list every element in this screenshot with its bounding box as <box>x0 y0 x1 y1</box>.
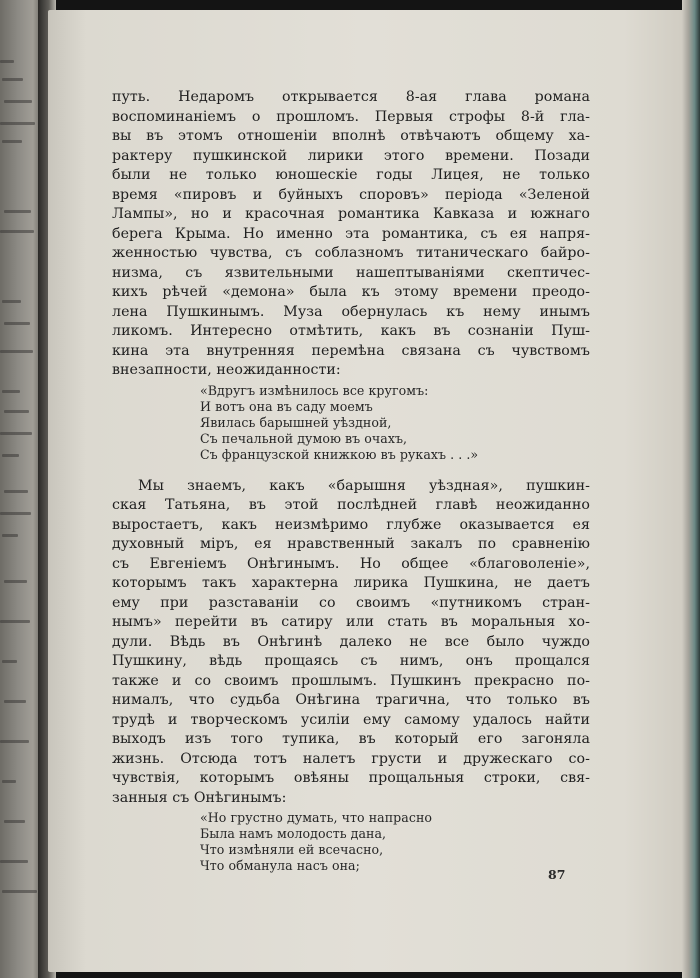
p1-line: воспоминаніемъ о прошломъ. Первыя строфы 8-й гла- <box>112 108 590 125</box>
left-page-text-fragment <box>4 322 30 325</box>
p1-line: ликомъ. Интересно отмѣтить, какъ въ сознаніи Пуш- <box>112 323 590 339</box>
q2-line: «Но грустно думать, что напрасно <box>200 810 433 825</box>
p2-line: ему при разставаніи со своимъ «путникомъ стран- <box>112 594 590 611</box>
left-page-text-fragment <box>0 620 30 623</box>
left-page-text-fragment <box>0 512 31 515</box>
paragraph-2 <box>112 477 590 809</box>
left-page-text-fragment <box>0 432 32 435</box>
p2-line: также и со своимъ прошлымъ. Пушкинъ прекрасно по- <box>112 672 590 689</box>
q1-line: Съ французской книжкою въ рукахъ . . .» <box>200 446 479 462</box>
p2-line: нымъ» перейти въ сатиру или стать въ моральныя хо- <box>112 614 590 630</box>
p2-line: которымъ такъ характерна лирика Пушкина, не даетъ <box>112 575 590 591</box>
left-page-text-fragment <box>2 534 18 537</box>
p2-line: нималъ, что судьба Онѣгина трагична, что только въ <box>112 692 590 708</box>
left-page-text-fragment <box>2 300 21 303</box>
left-page-text-fragment <box>0 350 33 353</box>
q2-line: Была намъ молодость дана, <box>200 826 387 841</box>
left-page-text-fragment <box>0 860 28 863</box>
p2-line: выходъ изъ того тупика, въ который его загоняла <box>112 731 590 747</box>
left-page-text-fragment <box>0 122 35 125</box>
left-page-text-fragment <box>2 140 22 143</box>
left-page-text-fragment <box>4 210 31 213</box>
left-page-text-fragment <box>2 454 19 457</box>
left-page-text-fragment <box>4 490 28 493</box>
left-page-text-fragment <box>2 660 17 663</box>
p1-line: женностью чувства, съ соблазномъ титаническаго байро- <box>112 245 590 261</box>
p1-line: низма, съ язвительными нашептываніями скептичес- <box>112 264 590 281</box>
left-page-text-fragment <box>4 700 26 703</box>
p1-line: вы въ этомъ отношеніи вполнѣ отвѣчаютъ общему ха- <box>112 128 590 144</box>
p1-line: рактеру пушкинской лирики этого времени. Позади <box>112 147 590 164</box>
paragraph-1 <box>112 88 590 381</box>
right-page-edge <box>682 0 700 978</box>
p2-line: жизнь. Отсюда тотъ налетъ грусти и дружескаго со- <box>112 750 590 767</box>
p1-line: кина эта внутренняя перемѣна связана съ чувствомъ <box>112 342 590 359</box>
q1-line: «Вдругъ измѣнилось все кругомъ: <box>200 382 429 398</box>
verse-quote-1 <box>200 383 590 463</box>
p2-line: трудѣ и творческомъ усиліи ему самому удалось найти <box>112 711 590 728</box>
p2-line: ская Татьяна, въ этой послѣдней главѣ неожиданно <box>112 497 590 513</box>
left-page-text-fragment <box>2 890 37 893</box>
p2-line: занныя съ Онѣгинымъ: <box>112 789 287 806</box>
p1-line: кихъ рѣчей «демона» была къ этому времени преодо- <box>112 284 590 300</box>
p2-line: дули. Вѣдь въ Онѣгинѣ далеко не все было чуждо <box>112 633 590 650</box>
p1-line: путь. Недаромъ открывается 8-ая глава романа <box>112 89 590 105</box>
left-page-text-fragment <box>0 740 29 743</box>
p1-line: Лампы», но и красочная романтика Кавказа и южнаго <box>112 206 590 222</box>
p2-line: Мы знаемъ, какъ «барышня уѣздная», пушкин- <box>138 477 590 494</box>
left-page-text-fragment <box>4 820 25 823</box>
page-text-block <box>112 88 590 874</box>
q2-line: Что измѣняли ей всечасно, <box>200 842 384 857</box>
left-page-text-fragments <box>0 60 40 920</box>
p2-line: выростаетъ, какъ неизмѣримо глубже оказывается ея <box>112 516 590 533</box>
left-page-text-fragment <box>2 780 16 783</box>
left-page-text-fragment <box>4 100 32 103</box>
q2-line: Что обманула насъ она; <box>200 858 360 873</box>
p1-line: были не только юношескіе годы Лицея, не только <box>112 167 590 183</box>
left-page-text-fragment <box>0 60 14 63</box>
p2-line: съ Евгеніемъ Онѣгинымъ. Но общее «благоволеніе», <box>112 555 590 572</box>
left-page-text-fragment <box>2 390 20 393</box>
p1-line: внезапности, неожиданности: <box>112 362 341 378</box>
q1-line: Съ печальной думою въ очахъ, <box>200 430 408 446</box>
p1-line: берега Крыма. Но именно эта романтика, съ ея напря- <box>112 225 590 242</box>
q1-line: И вотъ она въ саду моемъ <box>200 398 373 414</box>
p1-line: лена Пушкинымъ. Муза обернулась къ нему инымъ <box>112 303 590 320</box>
left-page-text-fragment <box>0 230 34 233</box>
p1-line: время «пировъ и буйныхъ споровъ» періода «Зеленой <box>112 186 590 203</box>
verse-quote-2 <box>200 810 590 874</box>
p2-line: Пушкину, вѣдь прощаясь съ нимъ, онъ прощался <box>112 653 590 669</box>
left-page-text-fragment <box>4 580 27 583</box>
page-number: 87 <box>548 867 566 882</box>
left-page-text-fragment <box>2 78 23 81</box>
left-page-text-fragment <box>4 410 29 413</box>
q1-line: Явилась барышней уѣздной, <box>200 414 392 430</box>
p2-line: чувствія, которымъ овѣяны прощальныя строки, свя- <box>112 770 590 786</box>
p2-line: духовный міръ, ея нравственный закалъ по сравненію <box>112 536 590 552</box>
